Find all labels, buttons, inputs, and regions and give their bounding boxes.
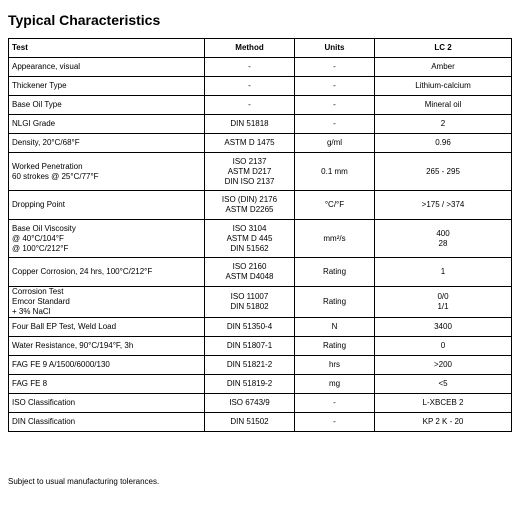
table-row xyxy=(9,115,512,134)
method-cell-line: ISO (DIN) 2176 xyxy=(221,195,278,204)
method-cell-line: DIN 51807-1 xyxy=(226,341,273,350)
value-cell-line: 400 xyxy=(436,228,450,238)
test-column-header: Test xyxy=(9,39,205,58)
method-cell xyxy=(205,375,295,394)
test-cell xyxy=(9,220,205,258)
value-cell-line: 0 xyxy=(440,341,446,350)
test-cell xyxy=(9,337,205,356)
method-cell xyxy=(205,96,295,115)
value-cell-line: 28 xyxy=(438,238,448,248)
value-cell-line: L-XBCEB 2 xyxy=(422,398,464,407)
method-cell-line: - xyxy=(248,100,251,109)
value-cell xyxy=(375,356,512,375)
test-cell-line: Base Oil Viscosity xyxy=(12,223,76,233)
test-cell-line: Four Ball EP Test, Weld Load xyxy=(12,322,117,331)
method-cell-line: DIN 51819-2 xyxy=(226,379,273,388)
test-cell xyxy=(9,356,205,375)
method-cell xyxy=(205,77,295,96)
value-cell xyxy=(375,134,512,153)
product-column-header: LC 2 xyxy=(375,39,512,58)
value-cell xyxy=(375,220,512,258)
value-cell-line: KP 2 K - 20 xyxy=(422,417,464,426)
method-cell xyxy=(205,318,295,337)
method-cell-line: ISO 11007 xyxy=(230,292,269,301)
method-cell xyxy=(205,134,295,153)
value-cell-line: <5 xyxy=(438,379,448,388)
test-cell-line: Appearance, visual xyxy=(12,62,81,71)
method-cell xyxy=(205,58,295,77)
method-cell-line: DIN 51502 xyxy=(230,417,269,426)
value-cell-line: 0.96 xyxy=(435,138,451,147)
units-cell-line: Rating xyxy=(322,341,347,350)
test-cell xyxy=(9,96,205,115)
table-row xyxy=(9,77,512,96)
test-cell-line: Copper Corrosion, 24 hrs, 100°C/212°F xyxy=(12,267,153,276)
test-cell xyxy=(9,115,205,134)
units-cell-line: N xyxy=(331,322,338,331)
method-cell-line: ASTM D217 xyxy=(227,166,272,176)
table-row xyxy=(9,356,512,375)
test-cell xyxy=(9,191,205,220)
units-cell xyxy=(295,287,375,318)
test-cell-line: @ 100°C/212°F xyxy=(12,243,69,253)
test-cell-line: DIN Classification xyxy=(12,417,76,426)
test-cell xyxy=(9,318,205,337)
page-title: Typical Characteristics xyxy=(8,12,161,28)
value-cell-line: 1 xyxy=(440,267,446,276)
value-cell xyxy=(375,375,512,394)
value-cell-line: Amber xyxy=(431,62,455,71)
units-cell-line: 0.1 mm xyxy=(321,166,348,176)
method-cell-line: - xyxy=(248,81,251,90)
units-cell-line: - xyxy=(333,119,336,128)
test-cell xyxy=(9,153,205,191)
test-cell-line: 60 strokes @ 25°C/77°F xyxy=(12,171,99,181)
value-cell xyxy=(375,77,512,96)
method-cell-line: ISO 2160 xyxy=(232,262,267,271)
test-cell-line: @ 40°C/104°F xyxy=(12,233,64,243)
test-cell-line: NLGI Grade xyxy=(12,119,56,128)
value-cell xyxy=(375,153,512,191)
value-cell-line: 265 - 295 xyxy=(426,166,460,176)
value-cell xyxy=(375,258,512,287)
units-cell-line: - xyxy=(333,62,336,71)
table-row xyxy=(9,58,512,77)
units-cell-line: - xyxy=(333,81,336,90)
test-cell-line: + 3% NaCl xyxy=(12,307,51,316)
characteristics-table xyxy=(8,38,512,432)
method-cell xyxy=(205,153,295,191)
method-cell-line: DIN ISO 2137 xyxy=(224,176,275,186)
value-cell-line: >175 / >374 xyxy=(421,200,465,209)
footer-note: Subject to usual manufacturing tolerances. xyxy=(8,477,160,486)
test-cell-line: Density, 20°C/68°F xyxy=(12,138,80,147)
method-cell-line: ASTM D 1475 xyxy=(224,138,275,147)
test-cell xyxy=(9,413,205,432)
units-cell-line: - xyxy=(333,417,336,426)
value-cell xyxy=(375,394,512,413)
method-cell-line: ISO 6743/9 xyxy=(229,398,270,407)
method-cell xyxy=(205,356,295,375)
method-cell xyxy=(205,220,295,258)
test-cell-line: FAG FE 9 A/1500/6000/130 xyxy=(12,360,110,369)
method-cell xyxy=(205,115,295,134)
value-cell-line: Lithium-calcium xyxy=(415,81,471,90)
test-cell xyxy=(9,394,205,413)
method-cell-line: DIN 51802 xyxy=(230,302,269,311)
method-cell xyxy=(205,191,295,220)
units-cell-line: - xyxy=(333,398,336,407)
units-cell xyxy=(295,115,375,134)
table-header-row xyxy=(9,39,512,58)
method-cell-line: DIN 51562 xyxy=(230,243,269,253)
method-cell-line: DIN 51821-2 xyxy=(226,360,273,369)
value-cell xyxy=(375,58,512,77)
table-row xyxy=(9,375,512,394)
table-row xyxy=(9,337,512,356)
value-cell-line: 3400 xyxy=(434,322,452,331)
table-row xyxy=(9,394,512,413)
units-cell-line: mm²/s xyxy=(323,233,346,243)
units-cell xyxy=(295,96,375,115)
test-cell-line: Corrosion Test xyxy=(12,287,64,296)
method-cell-line: ISO 2137 xyxy=(232,156,267,166)
table-row xyxy=(9,153,512,191)
units-cell xyxy=(295,58,375,77)
method-cell xyxy=(205,258,295,287)
table-row xyxy=(9,220,512,258)
units-cell-line: hrs xyxy=(328,360,341,369)
method-cell-line: ISO 3104 xyxy=(232,223,267,233)
method-cell-line: ASTM D 445 xyxy=(226,233,273,243)
test-cell xyxy=(9,77,205,96)
units-cell xyxy=(295,356,375,375)
units-column-header: Units xyxy=(295,39,375,58)
value-cell xyxy=(375,115,512,134)
test-cell xyxy=(9,58,205,77)
value-cell xyxy=(375,318,512,337)
units-cell-line: g/ml xyxy=(326,138,343,147)
table-row xyxy=(9,318,512,337)
table-body xyxy=(9,58,512,432)
units-cell-line: - xyxy=(333,100,336,109)
test-cell-line: Thickener Type xyxy=(12,81,67,90)
units-cell xyxy=(295,375,375,394)
units-cell-line: Rating xyxy=(322,297,347,306)
value-cell xyxy=(375,191,512,220)
method-cell-line: DIN 51350-4 xyxy=(226,322,273,331)
units-cell xyxy=(295,258,375,287)
test-cell xyxy=(9,134,205,153)
table-row xyxy=(9,413,512,432)
method-cell-line: DIN 51818 xyxy=(230,119,269,128)
test-cell-line: Base Oil Type xyxy=(12,100,62,109)
units-cell-line: °C/°F xyxy=(324,200,345,209)
method-cell-line: ASTM D4048 xyxy=(225,272,274,281)
value-cell-line: 2 xyxy=(440,119,446,128)
value-cell-line: >200 xyxy=(433,360,453,369)
value-cell-line: 1/1 xyxy=(437,302,449,311)
units-cell xyxy=(295,153,375,191)
test-cell-line: Emcor Standard xyxy=(12,297,70,306)
table-row xyxy=(9,134,512,153)
test-cell-line: Worked Penetration xyxy=(12,161,83,171)
test-cell xyxy=(9,258,205,287)
units-cell xyxy=(295,318,375,337)
units-cell xyxy=(295,77,375,96)
value-cell xyxy=(375,337,512,356)
test-cell xyxy=(9,287,205,318)
test-cell-line: FAG FE 8 xyxy=(12,379,48,388)
method-cell xyxy=(205,413,295,432)
table-row xyxy=(9,258,512,287)
test-cell xyxy=(9,375,205,394)
test-cell-line: Dropping Point xyxy=(12,200,65,209)
value-cell xyxy=(375,287,512,318)
method-column-header: Method xyxy=(205,39,295,58)
method-cell xyxy=(205,287,295,318)
units-cell xyxy=(295,394,375,413)
method-cell xyxy=(205,337,295,356)
table-row xyxy=(9,287,512,318)
test-cell-line: Water Resistance, 90°C/194°F, 3h xyxy=(12,341,134,350)
method-cell-line: ASTM D2265 xyxy=(225,205,274,214)
units-cell xyxy=(295,191,375,220)
units-cell-line: mg xyxy=(328,379,341,388)
units-cell-line: Rating xyxy=(322,267,347,276)
units-cell xyxy=(295,220,375,258)
method-cell-line: - xyxy=(248,62,251,71)
units-cell xyxy=(295,134,375,153)
table-row xyxy=(9,191,512,220)
value-cell xyxy=(375,413,512,432)
method-cell xyxy=(205,394,295,413)
value-cell xyxy=(375,96,512,115)
units-cell xyxy=(295,337,375,356)
units-cell xyxy=(295,413,375,432)
value-cell-line: Mineral oil xyxy=(424,100,462,109)
table-row xyxy=(9,96,512,115)
test-cell-line: ISO Classification xyxy=(12,398,76,407)
value-cell-line: 0/0 xyxy=(437,292,449,301)
